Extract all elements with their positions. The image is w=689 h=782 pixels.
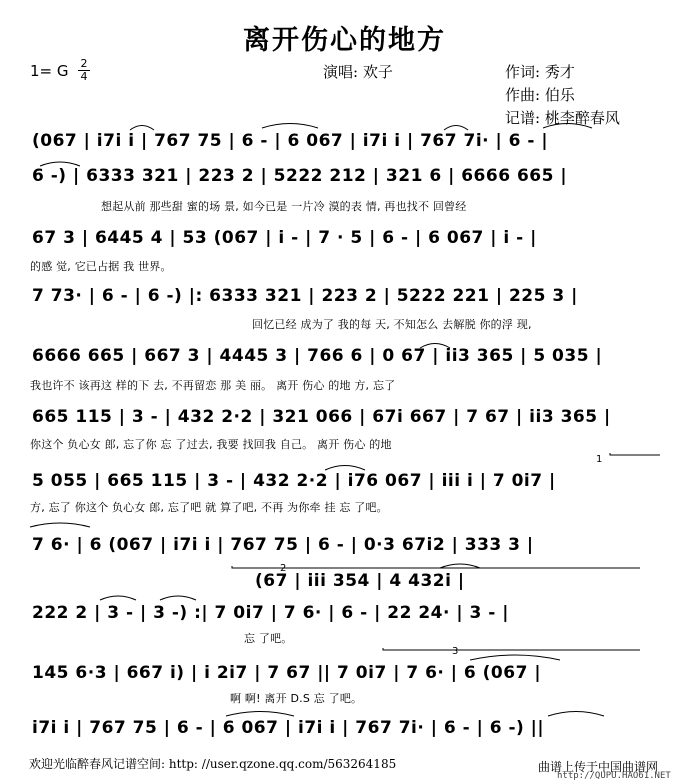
volta-bracket-2 <box>232 566 640 568</box>
slur <box>470 655 560 660</box>
lyrics-row-5: 我也许不 该再这 样的下 去, 不再留恋 那 美 丽。 离开 伤心 的地 方, 忘了 <box>30 379 396 392</box>
score-row-11: i7i i | 767 75 | 6 - | 6 067 | i7i i | 767 7i· | 6 - | 6 -) || <box>32 718 545 738</box>
score-row-3: 67 3 | 6445 4 | 53 (067 | i - | 7 · 5 | 6 - | 6 067 | i - | <box>32 228 537 248</box>
slur <box>130 126 154 131</box>
lyrics-row-10: 啊 啊! 离开 D.S 忘 了吧。 <box>230 692 363 705</box>
slur <box>30 523 90 527</box>
lyrics-row-6: 你这个 负心女 郎, 忘了你 忘 了过去, 我要 找回我 自己。 离开 伤心 的地 <box>30 438 392 451</box>
score-row-volta-2: (67 | iii 354 | 4 432i | <box>255 571 465 591</box>
watermark-text: 曲谱上传于中国曲谱网 <box>538 760 659 774</box>
volta-number-2: 2 <box>280 563 287 574</box>
score-row-5: 6666 665 | 667 3 | 4445 3 | 766 6 | 0 67 | ii3 365 | 5 035 | <box>32 346 603 366</box>
volta-number-1: 1 <box>596 454 603 465</box>
score-row-6: 665 115 | 3 - | 432 2·2 | 321 066 | 67i 667 | 7 67 | ii3 365 | <box>32 407 611 427</box>
volta-number-3: 3 <box>452 646 459 657</box>
time-signature-numerator: 2 <box>80 57 88 70</box>
watermark-url: http://QUPU.HAO61.NET <box>557 771 671 781</box>
lyrics-row-2: 想起从前 那些甜 蜜的场 景, 如今已是 一片冷 漠的表 情, 再也找不 回曾经 <box>101 200 467 213</box>
score-row-4: 7 73· | 6 - | 6 -) |: 6333 321 | 223 2 | 5222 221 | 225 3 | <box>32 286 578 306</box>
tie <box>160 596 196 600</box>
tie <box>262 124 318 129</box>
score-row-7: 5 055 | 665 115 | 3 - | 432 2·2 | i76 067 | iii i | 7 0i7 | <box>32 471 556 491</box>
lyricist-credit: 作词: 秀才 <box>505 63 575 81</box>
score-row-9: 222 2 | 3 - | 3 -) :| 7 0i7 | 7 6· | 6 - | 22 24· | 3 - | <box>32 603 509 623</box>
score-row-2: 6 -) | 6333 321 | 223 2 | 5222 212 | 321 6 | 6666 665 | <box>32 166 568 186</box>
score-row-10: 145 6·3 | 667 i) | i 2i7 | 7 67 || 7 0i7 | 7 6· | 6 (067 | <box>32 663 542 683</box>
composer-credit: 作曲: 伯乐 <box>505 86 575 104</box>
footer-text: 欢迎光临醉春风记谱空间: http: //user.qzone.qq.com/563264185 <box>29 757 397 771</box>
lyrics-row-7: 方, 忘了 你这个 负心女 郎, 忘了吧 就 算了吧, 不再 为你牵 挂 忘 了吧。 <box>30 501 388 514</box>
score-row-1: (067 | i7i i | 767 75 | 6 - | 6 067 | i7i i | 767 7i· | 6 - | <box>32 131 549 151</box>
score-row-8: 7 6· | 6 (067 | i7i i | 767 75 | 6 - | 0·3 67i2 | 333 3 | <box>32 535 534 555</box>
slur <box>444 126 468 131</box>
tie <box>100 596 136 600</box>
time-signature <box>78 59 90 82</box>
transcriber-credit: 记谱: 桃李醉春风 <box>505 109 620 127</box>
volta-bracket-3 <box>383 648 640 650</box>
lyrics-row-3: 的感 觉, 它已占据 我 世界。 <box>30 260 172 273</box>
song-title: 离开伤心的地方 <box>243 25 446 56</box>
slur <box>440 564 480 568</box>
tie <box>226 712 294 717</box>
lyrics-row-4: 回忆已经 成为了 我的每 天, 不知怎么 去解脱 你的浮 现, <box>252 318 532 331</box>
volta-bracket-1 <box>610 453 660 455</box>
lyrics-row-9: 忘 了吧。 <box>244 632 293 645</box>
singer-credit: 演唱: 欢子 <box>323 63 393 81</box>
time-signature-denominator: 4 <box>80 70 88 83</box>
key-signature: 1= G <box>30 62 69 80</box>
tie <box>548 712 604 717</box>
slur <box>325 466 365 471</box>
